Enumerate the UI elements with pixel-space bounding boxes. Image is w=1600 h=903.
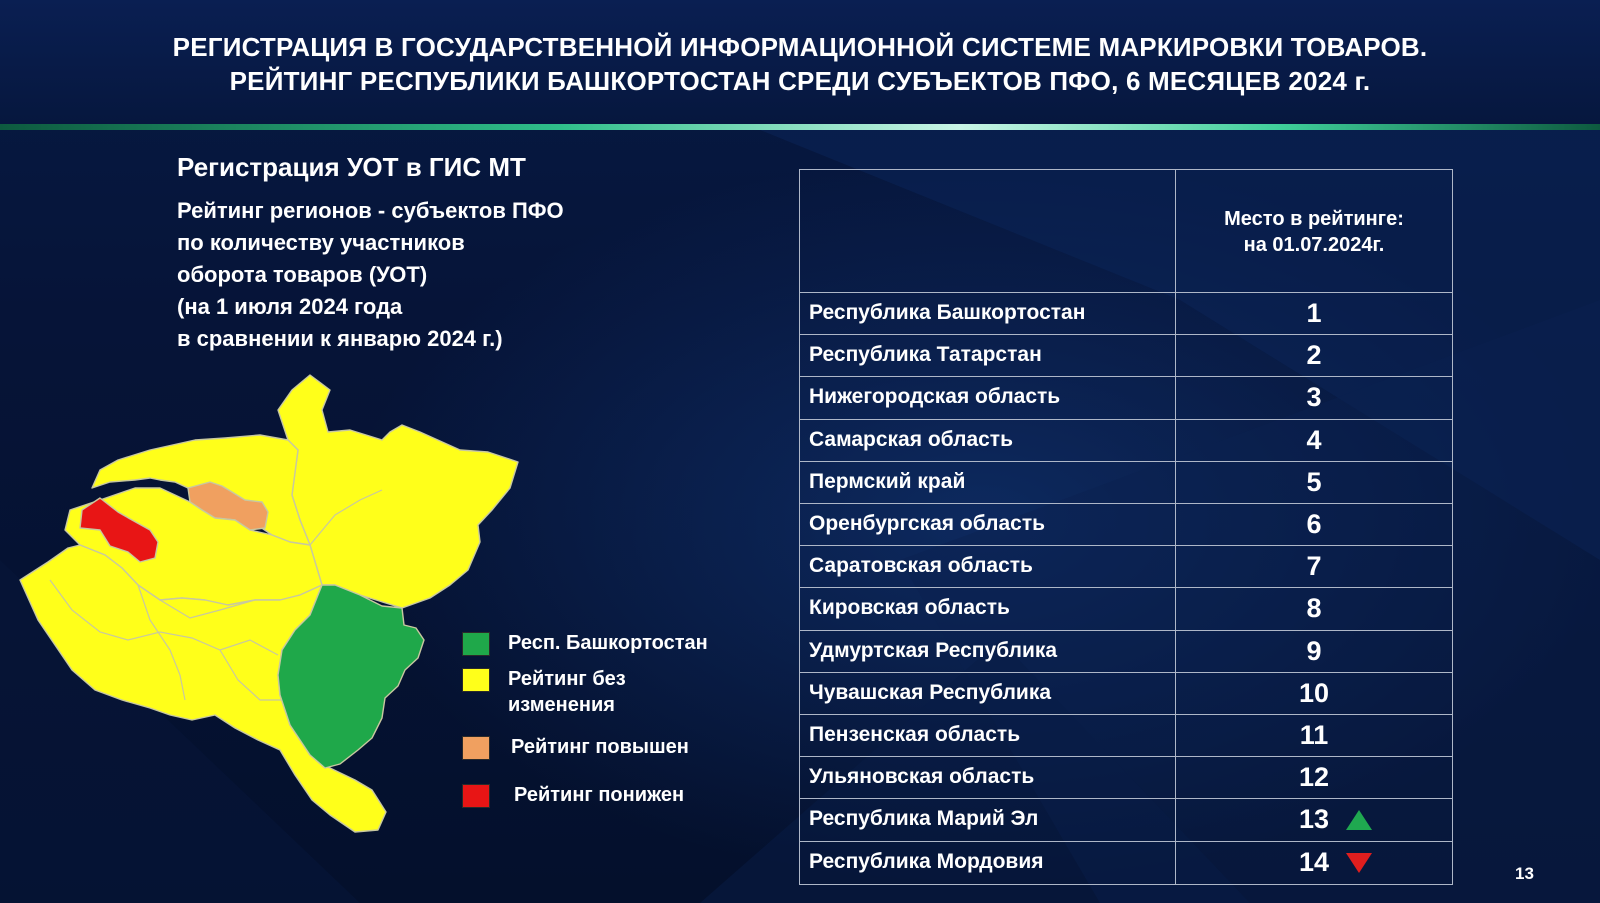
header-accent-stripe (0, 124, 1600, 130)
rank-value: 7 (1306, 551, 1322, 582)
rank-value: 4 (1306, 424, 1322, 455)
legend-label-unchanged-line1: Рейтинг без (508, 668, 626, 690)
table-row (800, 715, 1452, 757)
table-row (800, 631, 1452, 673)
rank-value: 2 (1306, 340, 1322, 371)
rank-value: 8 (1306, 593, 1322, 624)
rating-down-arrow-icon (1346, 853, 1372, 873)
table-row (800, 757, 1452, 799)
rank-value: 12 (1298, 762, 1330, 793)
table-row (800, 504, 1452, 546)
legend-label-raised: Рейтинг повышен (511, 736, 689, 758)
rank-cell (1176, 293, 1452, 334)
table-row (800, 335, 1452, 377)
region-name-cell: Кировская область (800, 588, 1176, 629)
rank-value: 3 (1306, 382, 1322, 413)
rating-table (799, 169, 1453, 885)
region-name-cell: Самарская область (800, 420, 1176, 461)
description-line: Рейтинг регионов - субъектов ПФО (177, 198, 564, 223)
legend-label-bashkortostan: Респ. Башкортостан (508, 632, 708, 654)
header-title-line2: РЕЙТИНГ РЕСПУБЛИКИ БАШКОРТОСТАН СРЕДИ СУБЪЕКТОВ ПФО, 6 МЕСЯЦЕВ 2024 г. (229, 66, 1371, 96)
region-name-cell: Республика Мордовия (800, 842, 1176, 884)
rank-value: 9 (1306, 635, 1322, 666)
region-name-cell: Оренбургская область (800, 504, 1176, 545)
region-name-cell: Нижегородская область (800, 377, 1176, 418)
region-name-cell: Саратовская область (800, 546, 1176, 587)
rank-cell (1176, 631, 1452, 672)
region-name-cell: Пермский край (800, 462, 1176, 503)
table-row (800, 293, 1452, 335)
header-bar (0, 0, 1600, 124)
rank-value: 6 (1306, 509, 1322, 539)
table-row (800, 799, 1452, 841)
rank-cell (1176, 588, 1452, 629)
rank-value: 13 (1298, 804, 1330, 835)
rank-cell (1176, 757, 1452, 798)
table-row (800, 546, 1452, 588)
rank-value: 5 (1306, 466, 1322, 497)
legend-swatch-lowered (462, 784, 490, 808)
section-subtitle: Регистрация УОТ в ГИС МТ (177, 152, 526, 182)
legend-label-unchanged-line2: изменения (508, 694, 615, 716)
legend-swatch-bashkortostan (462, 632, 490, 656)
header-title-line1: РЕГИСТРАЦИЯ В ГОСУДАРСТВЕННОЙ ИНФОРМАЦИОННОЙ СИСТЕМЕ МАРКИРОВКИ ТОВАРОВ. (172, 32, 1428, 62)
region-name-cell: Республика Марий Эл (800, 799, 1176, 840)
rank-cell (1176, 377, 1452, 418)
table-row (800, 842, 1452, 884)
region-name-cell: Республика Башкортостан (800, 293, 1176, 334)
rank-cell (1176, 673, 1452, 714)
rank-value: 10 (1298, 677, 1330, 708)
rank-cell (1176, 335, 1452, 376)
table-header-rank-cell (1176, 170, 1452, 293)
legend-label-lowered: Рейтинг понижен (514, 784, 685, 806)
rank-value: 1 (1306, 298, 1322, 328)
table-row (800, 588, 1452, 630)
pfo-region-map (10, 370, 530, 850)
rank-cell (1176, 420, 1452, 461)
rank-cell (1176, 799, 1452, 840)
table-row (800, 377, 1452, 419)
region-name-cell: Ульяновская область (800, 757, 1176, 798)
legend-swatch-unchanged (462, 668, 490, 692)
region-name-cell: Пензенская область (800, 715, 1176, 756)
table-header-line2: на 01.07.2024г. (1243, 234, 1385, 256)
rank-cell (1176, 462, 1452, 503)
rank-cell (1176, 546, 1452, 587)
region-name-cell: Удмуртская Республика (800, 631, 1176, 672)
page-number: 13 (1515, 864, 1534, 883)
rating-up-arrow-icon (1346, 810, 1372, 830)
rank-cell (1176, 842, 1452, 884)
table-row (800, 673, 1452, 715)
table-header-region-cell (800, 170, 1176, 293)
rank-cell (1176, 504, 1452, 545)
legend-swatch-raised (462, 736, 490, 760)
description-line: оборота товаров (УОТ) (177, 262, 428, 287)
description-line: по количеству участников (177, 230, 465, 255)
table-row (800, 462, 1452, 504)
description-line: (на 1 июля 2024 года (177, 294, 403, 319)
region-name-cell: Республика Татарстан (800, 335, 1176, 376)
region-name-cell: Чувашская Республика (800, 673, 1176, 714)
table-header-line1: Место в рейтинге: (1224, 208, 1404, 230)
rank-cell (1176, 715, 1452, 756)
table-row (800, 420, 1452, 462)
rank-value: 14 (1298, 846, 1330, 877)
description-line: в сравнении к январю 2024 г.) (177, 326, 503, 351)
rank-value: 11 (1299, 720, 1329, 750)
